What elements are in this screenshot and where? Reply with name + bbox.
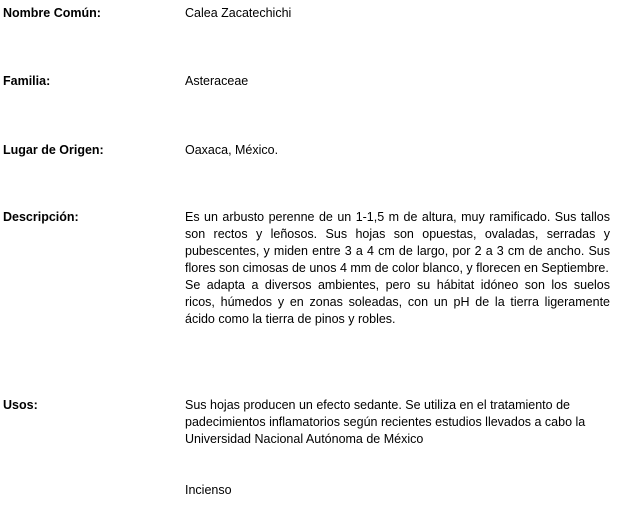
value-usos: Sus hojas producen un efecto sedante. Se utiliza en el tratamiento de padecimientos inflamatorios según recientes estudios llevados a cabo la Universidad Nacional Autónoma de México — [185, 398, 586, 446]
value-nombre-comun: Calea Zacatechichi — [185, 6, 292, 20]
value-familia: Asteraceae — [185, 74, 249, 88]
label-familia: Familia: — [3, 74, 51, 88]
label-lugar-origen: Lugar de Origen: — [3, 143, 104, 157]
value-lugar-origen: Oaxaca, México. — [185, 143, 279, 157]
label-nombre-comun: Nombre Común: — [3, 6, 101, 20]
descripcion-paragraph-1: Es un arbusto perenne de un 1-1,5 m de altura, muy ramificado. Sus tallos son rectos y leñosos. Sus hojas son opuestas, ovaladas, serradas y pubescentes, y miden entre 3 a 4 cm de largo, por 2 a 3 cm de ancho. Sus flores son cimosas de unos 4 mm de color blanco, y florecen en Septiembre. — [185, 210, 610, 275]
value-descripcion — [185, 209, 610, 328]
label-descripcion: Descripción: — [3, 210, 79, 224]
value-usos-extra: Incienso — [185, 483, 232, 497]
descripcion-paragraph-2: Se adapta a diversos ambientes, pero su hábitat idóneo son los suelos ricos, húmedos y en zonas soleadas, con un pH de la tierra ligeramente ácido como la tierra de pinos y robles. — [185, 278, 610, 326]
label-usos: Usos: — [3, 398, 38, 412]
